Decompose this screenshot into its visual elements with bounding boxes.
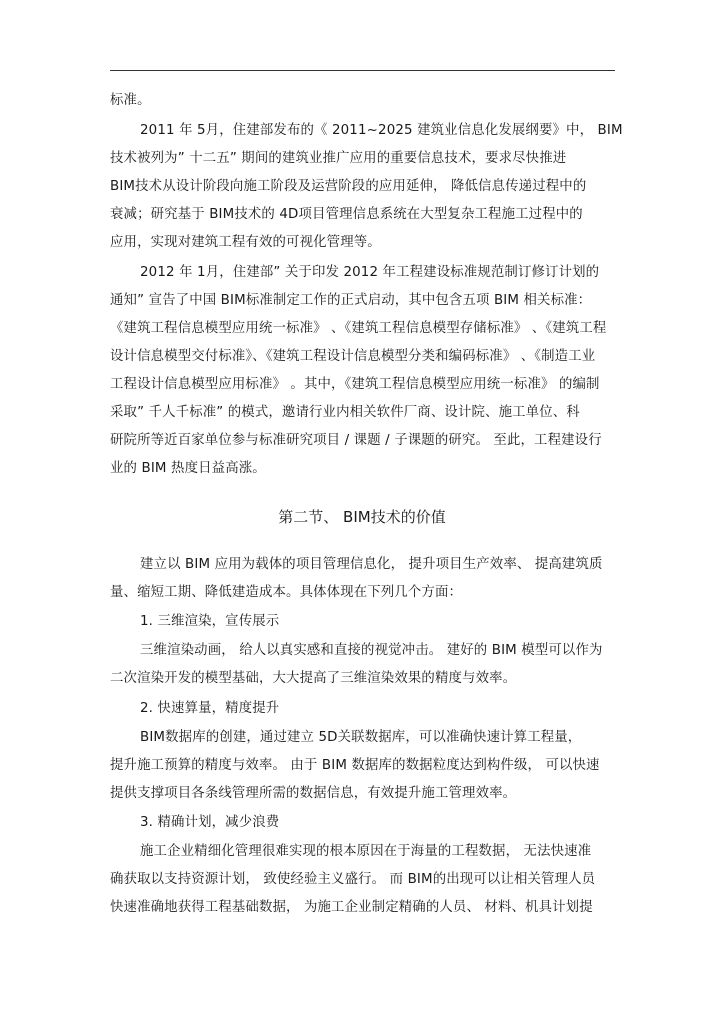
text-line: 2012 年 1月，住建部” 关于印发 2012 年工程建设标准规范制订修订计划的 [140, 265, 600, 280]
text-line: 技术被列为” 十二五” 期间的建筑业推广应用的重要信息技术，要求尽快推进 [110, 151, 567, 166]
text-line: 三维渲染动画， 给人以真实感和直接的视觉冲击。 建好的 BIM 模型可以作为 [140, 643, 603, 658]
text-line: BIM技术从设计阶段向施工阶段及运营阶段的应用延伸， 降低信息传递过程中的 [110, 179, 587, 194]
text-line: 采取” 千人千标准” 的模式，邀请行业内相关软件厂商、设计院、施工单位、科 [110, 405, 580, 420]
item-title: 3. 精确计划，减少浪费 [140, 815, 280, 830]
text-line: 施工企业精细化管理很难实现的根本原因在于海量的工程数据， 无法快速准 [140, 844, 592, 859]
text-line: 研院所等近百家单位参与标准研究项目 / 课题 / 子课题的研究。 至此，工程建设行 [110, 433, 602, 448]
text-line: 设计信息模型交付标准》、《建筑工程设计信息模型分类和编码标准》 、《制造工业 [110, 349, 596, 364]
text-line: 提供支撑项目各条线管理所需的数据信息，有效提升施工管理效率。 [110, 786, 517, 801]
header-rule [110, 70, 615, 71]
text-line: 确获取以支持资源计划， 致使经验主义盛行。 而 BIM的出现可以让相关管理人员 [110, 872, 596, 887]
text-line: 应用，实现对建筑工程有效的可视化管理等。 [110, 235, 381, 250]
text-line: 提升施工预算的精度与效率。 由于 BIM 数据库的数据粒度达到构件级， 可以快速 [110, 758, 600, 773]
text-line: BIM数据库的创建，通过建立 5D关联数据库，可以准确快速计算工程量， [140, 730, 582, 745]
text-line: 快速准确地获得工程基础数据， 为施工企业制定精确的人员、 材料、机具计划提 [110, 900, 593, 915]
section-title: 第二节、 BIM技术的价值 [278, 508, 446, 526]
text-line: 量、缩短工期、降低建造成本。具体体现在下列几个方面： [110, 585, 463, 600]
item-title: 1. 三维渲染，宣传展示 [140, 614, 280, 629]
text-line: 2011 年 5月，住建部发布的《 2011~2025 建筑业信息化发展纲要》中， BIM [140, 123, 623, 138]
text-line: 《建筑工程信息模型应用统一标准》 、《建筑工程信息模型存储标准》 、《建筑工程 [110, 321, 607, 336]
text-line: 建立以 BIM 应用为载体的项目管理信息化， 提升项目生产效率、 提高建筑质 [140, 557, 603, 572]
text-line: 业的 BIM 热度日益高涨。 [110, 461, 266, 476]
text-line: 通知” 宣告了中国 BIM标准制定工作的正式启动，其中包含五项 BIM 相关标准： [110, 293, 592, 308]
text-line: 衰减；研究基于 BIM技术的 4D项目管理信息系统在大型复杂工程施工过程中的 [110, 207, 583, 222]
text-line: 标准。 [110, 93, 151, 108]
text-line: 工程设计信息模型应用标准》 。其中，《建筑工程信息模型应用统一标准》 的编制 [110, 377, 600, 392]
text-line: 二次渲染开发的模型基础，大大提高了三维渲染效果的精度与效率。 [110, 671, 517, 686]
item-title: 2. 快速算量，精度提升 [140, 701, 280, 716]
